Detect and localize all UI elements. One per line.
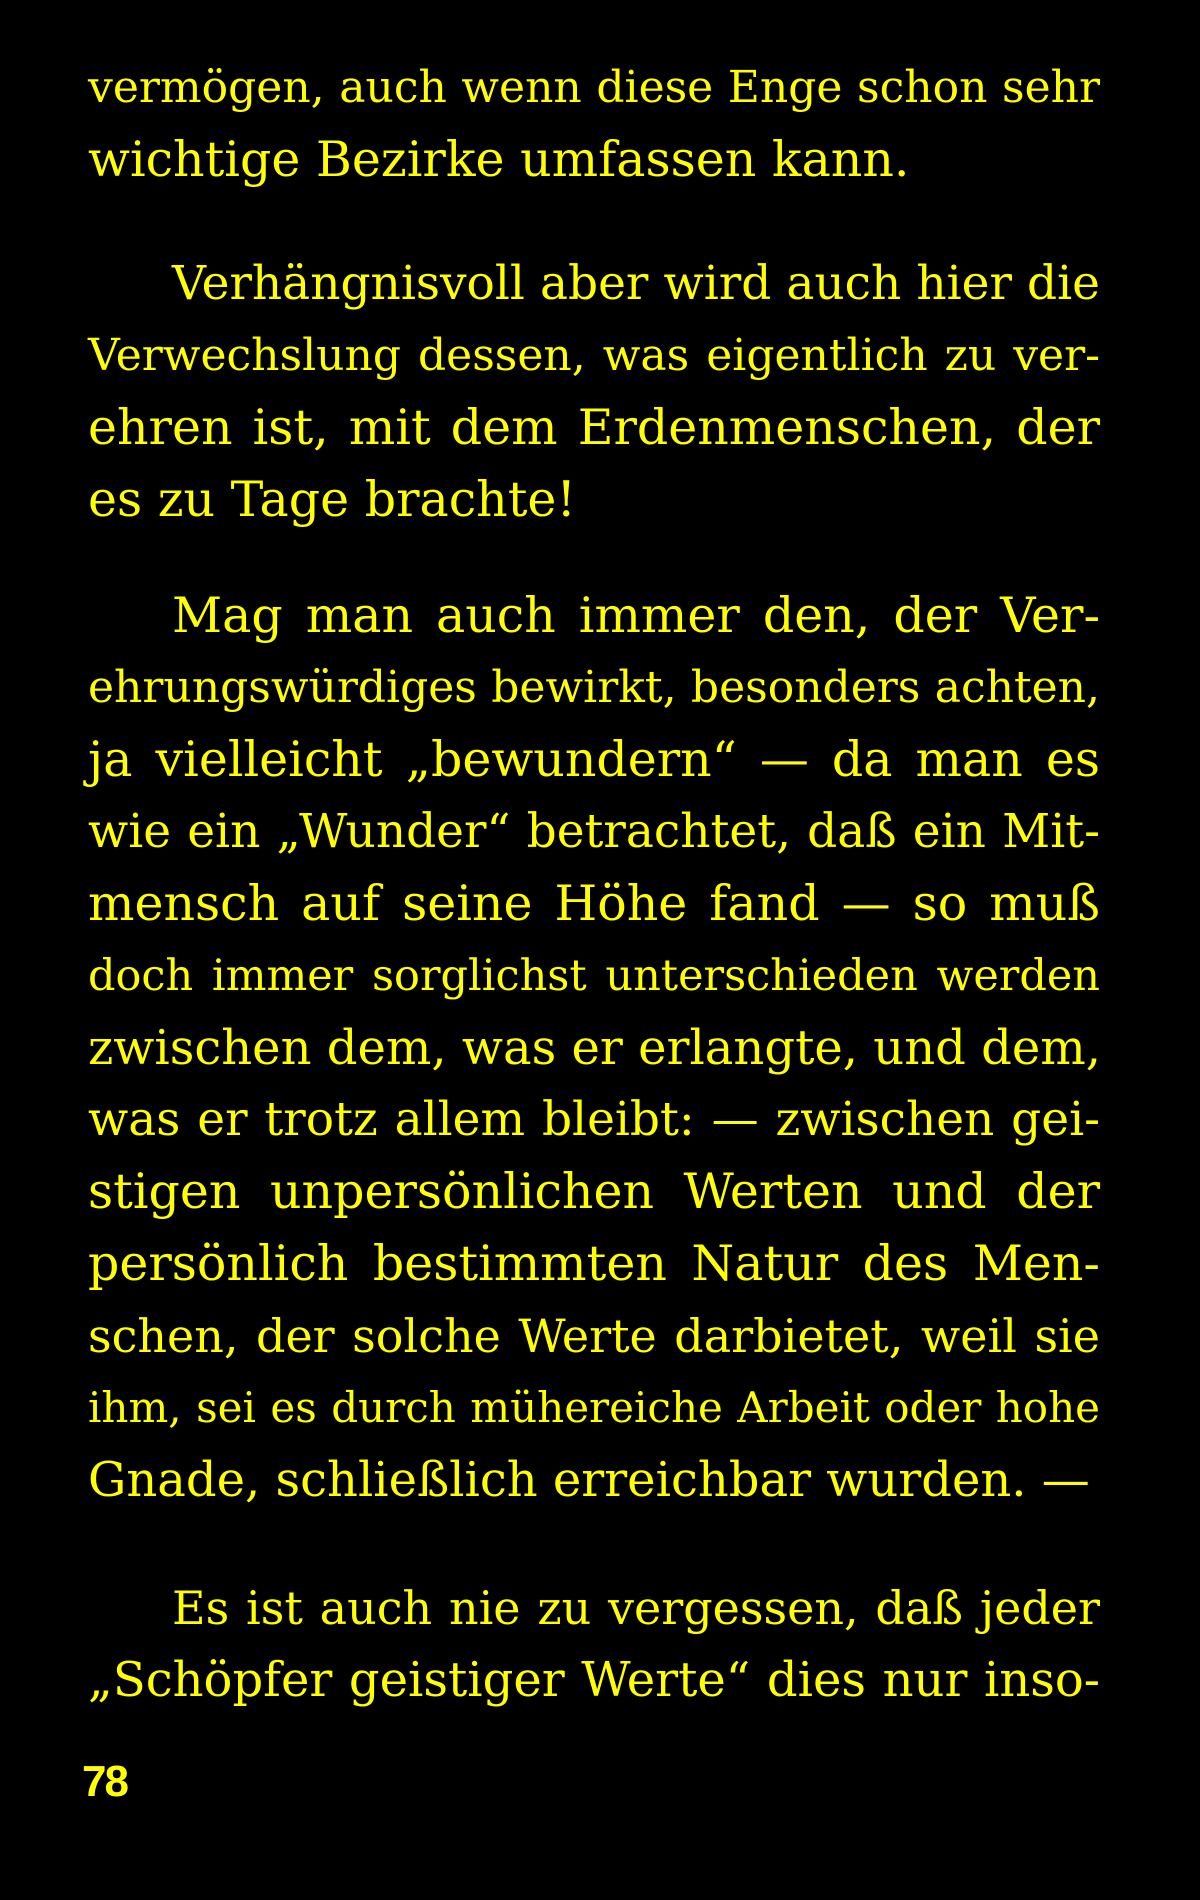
text-line: wichtige Bezirke umfassen kann.	[88, 131, 910, 188]
text-line: ehren ist, mit dem Erdenmenschen, der	[88, 399, 1100, 456]
text-line: stigen unpersönlichen Werten und der	[88, 1163, 1100, 1220]
text-line: Verwechslung dessen, was eigentlich zu ver-	[88, 330, 1100, 381]
text-line: Verhängnisvoll aber wird auch hier die	[172, 256, 1100, 311]
text-line: persönlich bestimmten Natur des Men-	[88, 1235, 1100, 1292]
text-line: es zu Tage brachte!	[88, 471, 577, 528]
text-line: doch immer sorglichst unterschieden werden	[88, 951, 1100, 1001]
text-line: mensch auf seine Höhe fand — so muß	[88, 875, 1100, 932]
text-line: was er trotz allem bleibt: — zwischen gei-	[88, 1092, 1100, 1147]
page-number: 78	[82, 1757, 127, 1806]
text-line: ehrungswürdiges bewirkt, besonders achten,	[88, 662, 1100, 713]
text-line: schen, der solche Werte darbietet, weil sie	[88, 1309, 1100, 1363]
text-line: ja vielleicht „bewundern“ — da man es	[88, 731, 1100, 788]
text-line: ihm, sei es durch mühereiche Arbeit oder hohe	[88, 1383, 1100, 1432]
text-line: wie ein „Wunder“ betrachtet, daß ein Mit-	[88, 804, 1100, 859]
text-line: „Schöpfer geistiger Werte“ dies nur inso-	[88, 1652, 1100, 1708]
text-line: Es ist auch nie zu vergessen, daß jeder	[172, 1581, 1100, 1635]
text-line: vermögen, auch wenn diese Enge schon sehr	[88, 62, 1100, 113]
text-line: Mag man auch immer den, der Ver-	[172, 587, 1100, 644]
text-line: zwischen dem, was er erlangte, und dem,	[88, 1020, 1101, 1076]
text-line: Gnade, schließlich erreichbar wurden. —	[88, 1452, 1090, 1508]
